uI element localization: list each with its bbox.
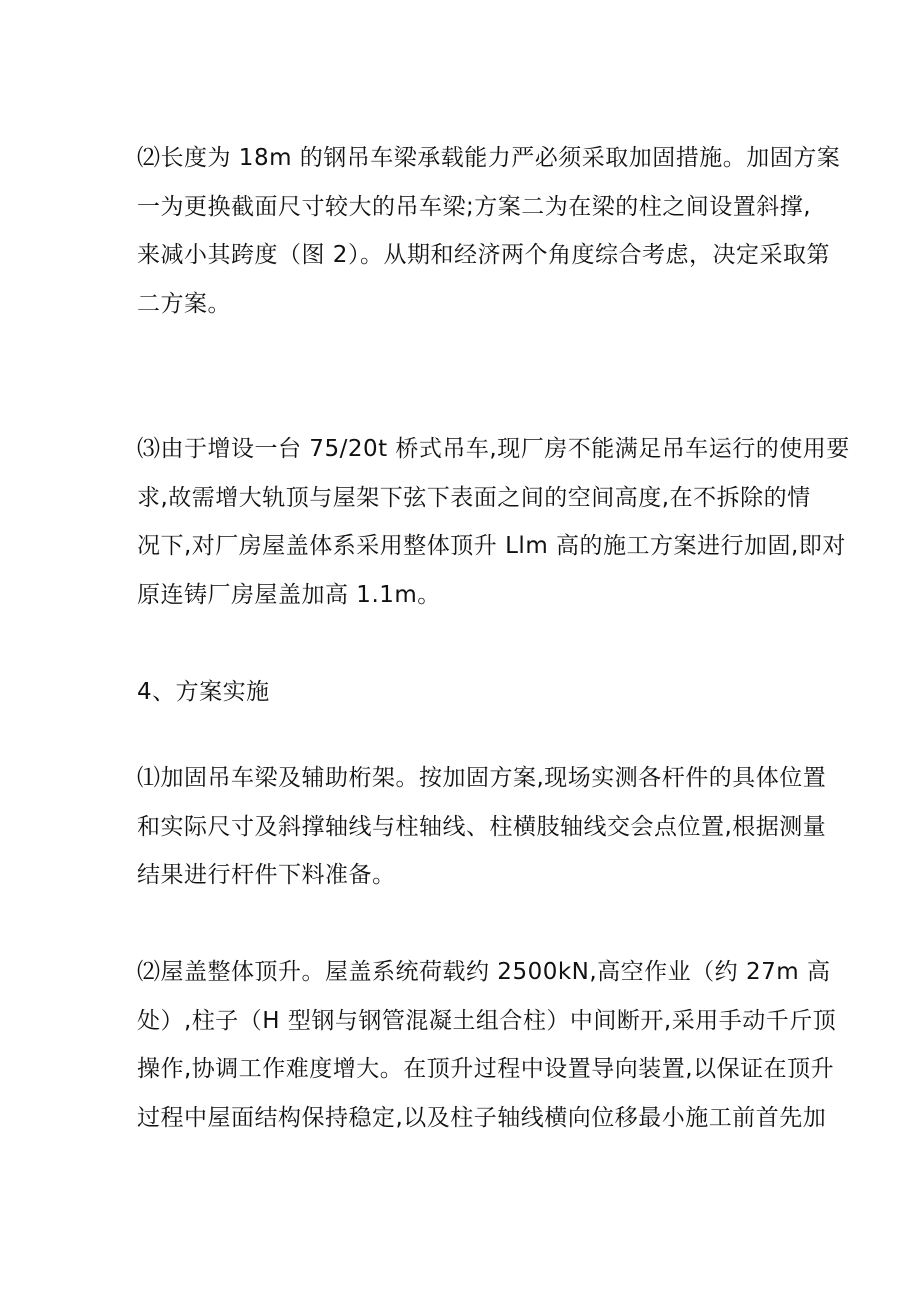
- text-line: 操作,协调工作难度增大。在顶升过程中设置导向装置,以保证在顶升: [137, 1056, 835, 1082]
- text-line: ⑴加固吊车梁及辅助桁架。按加固方案,现场实测各杆件的具体位置: [137, 765, 827, 791]
- text-line: 来减小其跨度（图 2）。从期和经济两个角度综合考虑，决定采取第: [137, 242, 830, 268]
- section-heading: 4、方案实施: [137, 679, 270, 705]
- text-line: ⑵屋盖整体顶升。屋盖系统荷载约 2500kN,高空作业（约 27m 高: [137, 959, 831, 985]
- text-line: ⑶由于增设一台 75/20t 桥式吊车,现厂房不能满足吊车运行的使用要: [137, 436, 850, 462]
- text-line: 求,故需增大轨顶与屋架下弦下表面之间的空间高度,在不拆除的情: [137, 485, 811, 511]
- text-line: 处）,柱子（H 型钢与钢管混凝土组合柱）中间断开,采用手动千斤顶: [137, 1008, 837, 1034]
- text-line: 过程中屋面结构保持稳定,以及柱子轴线横向位移最小施工前首先加: [137, 1105, 827, 1131]
- text-line: 结果进行杆件下料准备。: [137, 862, 396, 888]
- text-line: ⑵长度为 18m 的钢吊车梁承载能力严必须采取加固措施。加固方案: [137, 145, 841, 171]
- text-line: 二方案。: [137, 291, 231, 317]
- text-line: 一为更换截面尺寸较大的吊车梁;方案二为在梁的柱之间设置斜撑,: [137, 194, 812, 220]
- text-line: 况下,对厂房屋盖体系采用整体顶升 Llm 高的施工方案进行加固,即对: [137, 533, 846, 559]
- text-line: 原连铸厂房屋盖加高 1.1m。: [137, 582, 441, 608]
- text-line: 和实际尺寸及斜撑轴线与柱轴线、柱横肢轴线交会点位置,根据测量: [137, 814, 827, 840]
